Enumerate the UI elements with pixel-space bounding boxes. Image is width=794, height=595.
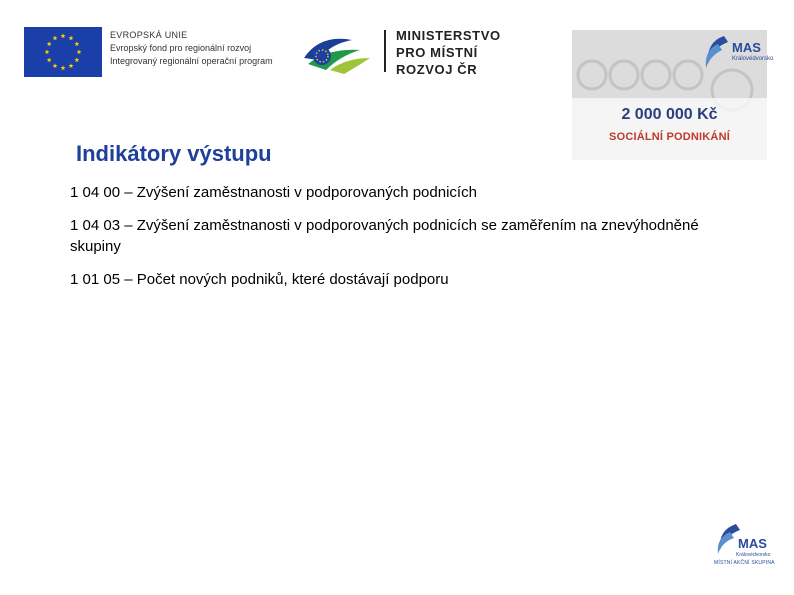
indicator-item: 1 01 05 – Počet nových podniků, které dostávají podporu (70, 271, 449, 288)
indicator-item: 1 04 03 – Zvýšení zaměstnanosti v podporovaných podnicích se zaměřením na znevýhodněné skupiny (70, 217, 699, 255)
eu-logo-line1: EVROPSKÁ UNIE (110, 30, 188, 40)
footer-logo-sub1: Královédvorsko (736, 552, 771, 558)
eu-logo (24, 24, 286, 78)
mas-banner-logo-text: MAS (732, 40, 761, 55)
mmr-line3: ROZVOJ ČR (396, 62, 478, 77)
footer-logo-text: MAS (738, 536, 767, 551)
mmr-emblem-icon (300, 30, 372, 74)
mmr-logo (300, 26, 512, 76)
mas-logo-icon (698, 34, 774, 74)
mmr-line2: PRO MÍSTNÍ (396, 45, 478, 60)
page-title: Indikátory výstupu (76, 141, 272, 166)
footer-mas-logo (712, 522, 776, 570)
mmr-line1: MINISTERSTVO (396, 28, 501, 43)
mas-banner (572, 30, 774, 160)
eu-logo-line3: Integrovaný regionální operační program (110, 56, 273, 66)
mas-subtitle: SOCIÁLNÍ PODNIKÁNÍ (609, 131, 730, 143)
mas-banner-logo-sub: Královédvorsko (732, 56, 774, 62)
footer-logo-sub2: MÍSTNÍ AKČNÍ SKUPINA (714, 560, 775, 566)
eu-logo-line2: Evropský fond pro regionální rozvoj (110, 43, 252, 53)
eu-flag-icon (24, 27, 102, 77)
mmr-separator (384, 30, 386, 72)
mas-amount: 2 000 000 Kč (621, 106, 718, 123)
indicator-list (70, 182, 750, 302)
indicator-item: 1 04 00 – Zvýšení zaměstnanosti v podporovaných podnicích (70, 184, 477, 201)
